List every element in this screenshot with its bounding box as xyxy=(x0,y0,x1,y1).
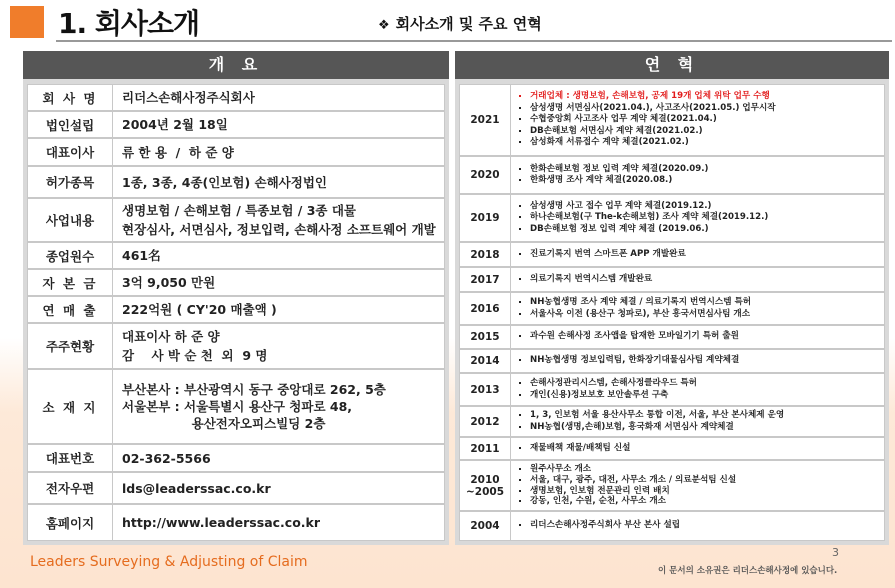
footer-slogan: Leaders Surveying & Adjusting of Claim xyxy=(30,554,308,570)
history-item: ▪ 의료기록지 번역시스템 개발완료 xyxy=(530,274,652,285)
history-item: ▪ DB손해보험 서면심사 계약 체결(2021.02.) xyxy=(530,126,776,137)
history-row-2014 xyxy=(459,349,885,373)
overview-label: 대표번호 xyxy=(28,445,113,471)
overview-label: 대표이사 xyxy=(28,139,113,165)
history-row-2011 xyxy=(459,437,885,460)
history-panel xyxy=(455,51,889,545)
overview-label: 사업내용 xyxy=(28,199,113,241)
page-title: 1. 회사소개 xyxy=(58,7,200,40)
history-item: ▪ 손해사정관리시스템, 손해사정클라우드 특허 xyxy=(530,378,697,389)
overview-value: lds@leaderssac.co.kr xyxy=(122,480,271,496)
overview-value: 461名 xyxy=(122,248,161,263)
history-item: ▪ 진료기록지 번역 스마트폰 APP 개발완료 xyxy=(530,249,686,260)
history-item: ▪ 하나손해보험(구 The-k손해보험) 조사 계약 체결(2019.12.) xyxy=(530,212,768,223)
overview-value: 류 한 용 / 하 준 양 xyxy=(122,144,234,160)
history-item: ▪ 수협중앙회 사고조사 업무 계약 체결(2021.04.) xyxy=(530,114,776,125)
footer-copyright: 이 문서의 소유권은 리더스손해사정에 있습니다. xyxy=(658,566,838,576)
history-row-2004 xyxy=(459,511,885,541)
history-item: ▪ 재물배책 재물/배책팀 신설 xyxy=(530,443,630,454)
history-heading: 연 혁 xyxy=(455,51,889,79)
overview-row-shareholders xyxy=(27,323,445,369)
overview-row-business xyxy=(27,198,445,242)
history-item: ▪ 거래업체 : 생명보험, 손해보험, 공제 19개 업체 위탁 업무 수행 xyxy=(530,91,776,102)
history-year: 2017 xyxy=(460,268,511,291)
overview-label: 주주현황 xyxy=(28,324,113,368)
history-row-2010-2005 xyxy=(459,460,885,511)
history-item: ▪ 생명보험, 인보험 전문관리 인력 배치 xyxy=(530,486,736,497)
subtitle-text: 회사소개 및 주요 연혁 xyxy=(395,15,542,33)
history-row-2013 xyxy=(459,373,885,406)
overview-row-employees xyxy=(27,242,445,269)
history-item: ▪ 1, 3, 인보험 서울 용산사무소 통합 이전, 서울, 부산 본사체제 운영 xyxy=(530,410,784,421)
section-subtitle xyxy=(378,13,542,34)
history-row-2016 xyxy=(459,292,885,325)
history-item: ▪ 서울사옥 이전 (용산구 청파로), 부산 흥국서면심사팀 개소 xyxy=(530,309,751,320)
overview-value: 감 사 박 순 천 외 9 명 xyxy=(122,348,268,363)
overview-value: 생명보험 / 손해보험 / 특종보험 / 3종 대물 xyxy=(122,203,356,218)
overview-label: 법인설립 xyxy=(28,112,113,137)
history-item: ▪ 개인(신용)정보보호 보안솔루션 구축 xyxy=(530,390,697,401)
history-item: ▪ 삼성생명 서면심사(2021.04.), 사고조사(2021.05.) 업무시작 xyxy=(530,103,776,114)
history-year: 2019 xyxy=(460,195,511,241)
title-accent-bar xyxy=(10,6,44,38)
overview-label: 소 재 지 xyxy=(28,370,113,443)
overview-row-founded xyxy=(27,111,445,138)
history-row-2015 xyxy=(459,325,885,349)
history-row-2019 xyxy=(459,194,885,242)
overview-value: 용산전자오피스빌딩 2층 xyxy=(122,416,326,431)
overview-row-ceo xyxy=(27,138,445,166)
overview-value: 대표이사 하 준 양 xyxy=(122,329,220,344)
overview-value: 리더스손해사정주식회사 xyxy=(122,90,255,105)
history-year: 2014 xyxy=(460,350,511,372)
overview-value: 현장심사, 서면심사, 정보입력, 손해사정 소프트웨어 개발 xyxy=(122,222,436,237)
overview-label: 허가종목 xyxy=(28,167,113,197)
history-year: 2021 xyxy=(460,85,511,155)
history-row-2012 xyxy=(459,406,885,437)
overview-value: 1종, 3종, 4종(인보험) 손해사정법인 xyxy=(122,174,327,190)
overview-row-revenue xyxy=(27,296,445,323)
overview-row-capital xyxy=(27,269,445,296)
overview-value: 02-362-5566 xyxy=(122,450,211,466)
history-year: 2010 ~2005 xyxy=(460,461,511,510)
overview-value: 2004년 2월 18일 xyxy=(122,117,228,132)
history-item: ▪ NH농협생명 정보입력팀, 한화장기대물심사팀 계약체결 xyxy=(530,355,739,366)
history-item: ▪ 한화생명 조사 계약 체결(2020.08.) xyxy=(530,175,708,186)
overview-label: 회 사 명 xyxy=(28,85,113,110)
history-year: 2018 xyxy=(460,243,511,266)
overview-label: 자 본 금 xyxy=(28,270,113,295)
history-item: ▪ 과수원 손해사정 조사앱을 탑재한 모바일기기 특허 출원 xyxy=(530,331,739,342)
history-item: ▪ 삼성화재 서류접수 계약 체결(2021.02.) xyxy=(530,137,776,148)
history-item: ▪ 리더스손해사정주식회사 부산 본사 설립 xyxy=(530,520,680,531)
history-year: 2012 xyxy=(460,407,511,436)
overview-label: 전자우편 xyxy=(28,473,113,503)
history-item: ▪ 서울, 대구, 광주, 대전, 사무소 개소 / 의료분석팀 신설 xyxy=(530,475,736,486)
history-item: ▪ DB손해보험 정보 입력 계약 체결 (2019.06.) xyxy=(530,224,768,235)
overview-value: 부산본사 : 부산광역시 동구 중앙대로 262, 5층 xyxy=(122,382,386,397)
history-year: 2016 xyxy=(460,293,511,324)
overview-heading: 개 요 xyxy=(23,51,449,79)
overview-label: 홈페이지 xyxy=(28,505,113,540)
overview-row-company-name xyxy=(27,84,445,111)
diamond-bullet-icon: ❖ xyxy=(378,18,390,33)
history-row-2018 xyxy=(459,242,885,267)
history-item: ▪ NH농협(생명,손해)보험, 흥국화재 서면심사 계약체결 xyxy=(530,422,784,433)
overview-value: 3억 9,050 만원 xyxy=(122,275,216,290)
overview-value: http://www.leaderssac.co.kr xyxy=(122,515,321,530)
history-row-2021 xyxy=(459,84,885,156)
history-item: ▪ 한화손해보험 정보 입력 계약 체결(2020.09.) xyxy=(530,164,708,175)
overview-label: 연 매 출 xyxy=(28,297,113,322)
page-number: 3 xyxy=(832,546,839,559)
overview-row-license xyxy=(27,166,445,198)
history-year: 2020 xyxy=(460,157,511,193)
history-item: ▪ 삼성생명 사고 접수 업무 계약 체결(2019.12.) xyxy=(530,201,768,212)
title-underline xyxy=(56,40,892,42)
history-item: ▪ 원주사무소 개소 xyxy=(530,464,736,475)
history-row-2017 xyxy=(459,267,885,292)
overview-row-email xyxy=(27,472,445,504)
overview-panel xyxy=(23,51,449,545)
history-item: ▪ NH농협생명 조사 계약 체결 / 의료기록지 번역시스템 특허 xyxy=(530,297,751,308)
overview-value: 서울본부 : 서울특별시 용산구 청파로 48, xyxy=(122,399,353,414)
history-year: 2015 xyxy=(460,326,511,348)
history-row-2020 xyxy=(459,156,885,194)
overview-row-address xyxy=(27,369,445,444)
history-year: 2011 xyxy=(460,438,511,459)
history-year: 2004 xyxy=(460,512,511,540)
overview-row-phone xyxy=(27,444,445,472)
overview-value: 222억원 ( CY'20 매출액 ) xyxy=(122,302,277,317)
history-year: 2013 xyxy=(460,374,511,405)
overview-row-homepage xyxy=(27,504,445,541)
history-item: ▪ 강동, 인천, 수원, 순천, 사무소 개소 xyxy=(530,496,736,507)
overview-label: 종업원수 xyxy=(28,243,113,268)
